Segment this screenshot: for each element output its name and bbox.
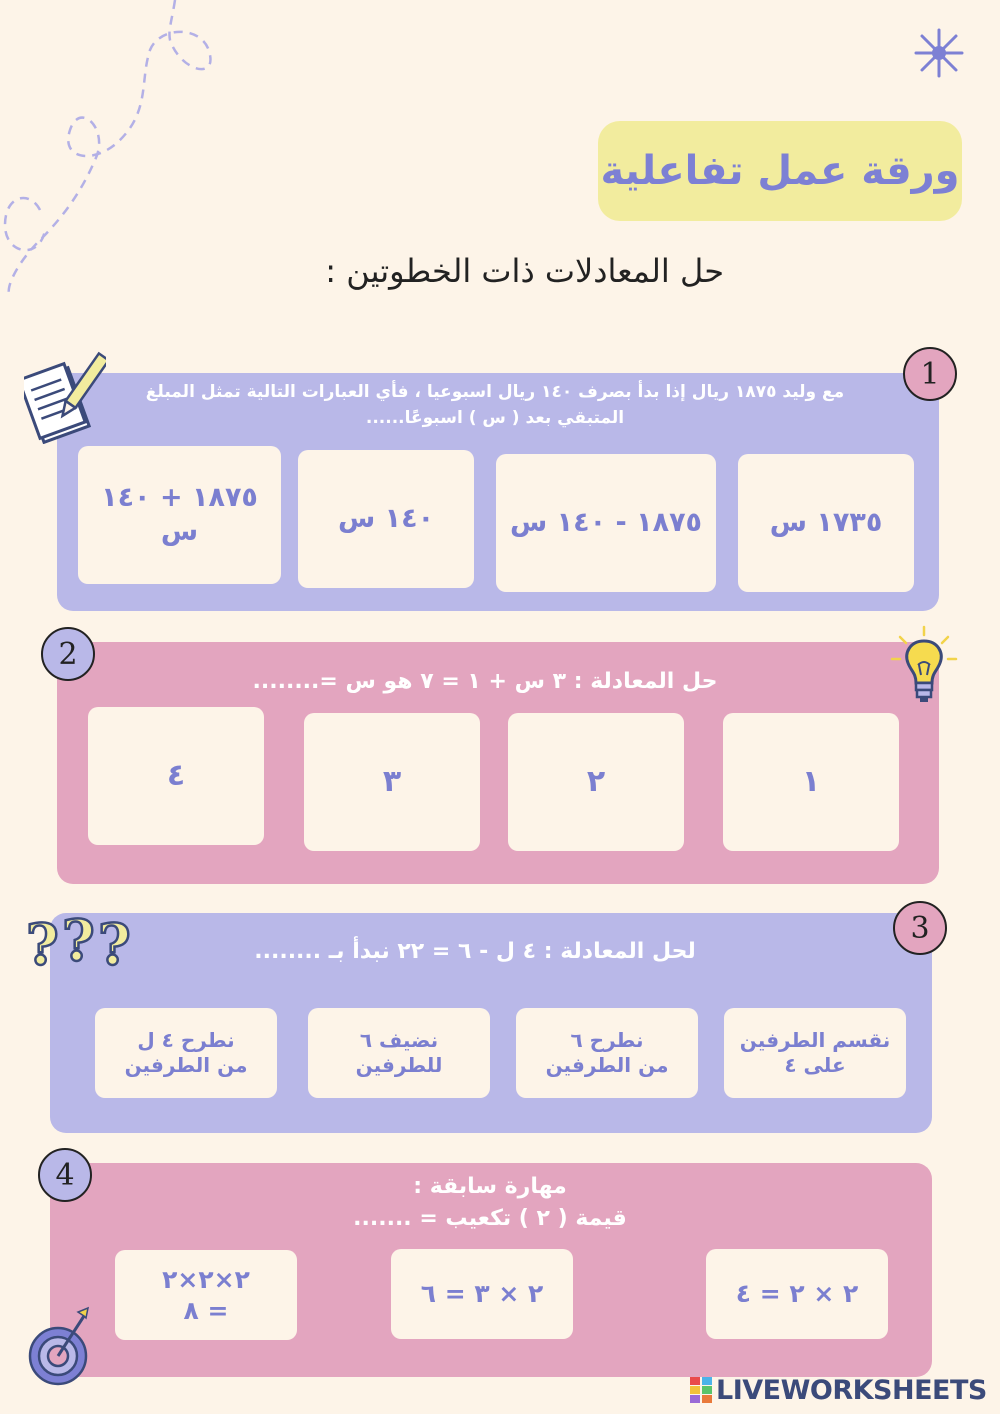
- q2-option-4[interactable]: ٤: [88, 707, 264, 845]
- q4-option-3-line1: ٢×٢×٢: [162, 1264, 250, 1294]
- q2-option-2[interactable]: ٢: [508, 713, 684, 851]
- question-4-text-line2: قيمة ( ٢ ) تكعيب = .......: [353, 1206, 627, 1231]
- q3-option-1-line1: نقسم الطرفين: [739, 1028, 891, 1052]
- q4-option-3-line2: = ٨: [183, 1296, 229, 1325]
- svg-text:?: ?: [98, 912, 131, 972]
- q3-option-2-line2: من الطرفين: [545, 1053, 669, 1077]
- brand-logo: [690, 1374, 990, 1406]
- q3-option-4-line2: من الطرفين: [124, 1053, 248, 1077]
- question-4-text-line1: مهارة سابقة :: [413, 1174, 567, 1199]
- liveworksheets-logo-icon: [690, 1377, 712, 1403]
- q3-option-1[interactable]: [724, 1008, 906, 1098]
- svg-text:?: ?: [26, 912, 59, 972]
- question-2-text: حل المعادلة : ٣ س + ١ = ٧ هو س =........: [252, 669, 718, 694]
- question-3-text: لحل المعادلة : ٤ ل - ٦ = ٢٢ نبدأ بـ ........: [254, 939, 696, 964]
- q4-option-1-line1: ٢ × ٢ = ٤: [735, 1279, 859, 1309]
- question-1-text-line1: مع وليد ١٨٧٥ ريال إذا بدأ بصرف ١٤٠ ريال اسبوعيا ، فأي العبارات التالية تمثل المبلغ: [145, 382, 845, 402]
- title-banner: [598, 121, 962, 221]
- question-3-number-badge: 3: [893, 901, 947, 955]
- page-title: ورقة عمل تفاعلية: [600, 148, 960, 194]
- q3-option-3-line1: نضيف ٦: [359, 1028, 439, 1052]
- brand-text: LIVEWORKSHEETS: [716, 1374, 987, 1406]
- dashed-squiggle-decoration: [0, 0, 230, 300]
- question-2-number-badge: 2: [41, 627, 95, 681]
- q4-option-3[interactable]: [115, 1250, 297, 1340]
- q4-option-1[interactable]: [706, 1249, 888, 1339]
- q4-option-2[interactable]: [391, 1249, 573, 1339]
- q3-option-4[interactable]: [95, 1008, 277, 1098]
- question-1-text-line2: المتبقي بعد ( س ) اسبوعًا......: [365, 408, 625, 428]
- q4-option-2-line1: ٢ × ٣ = ٦: [420, 1279, 544, 1309]
- q3-option-2-line1: نطرح ٦: [570, 1028, 644, 1052]
- question-4-number-badge: 4: [38, 1148, 92, 1202]
- notepad-pencil-icon: [24, 348, 106, 444]
- q2-option-3[interactable]: ٣: [304, 713, 480, 851]
- q2-option-1[interactable]: ١: [723, 713, 899, 851]
- q3-option-3-line2: للطرفين: [355, 1053, 443, 1077]
- q3-option-2[interactable]: [516, 1008, 698, 1098]
- question-1-number-badge: 1: [903, 347, 957, 401]
- q3-option-4-line1: نطرح ٤ ل: [137, 1028, 235, 1052]
- svg-text:?: ?: [62, 908, 95, 972]
- q3-option-3[interactable]: [308, 1008, 490, 1098]
- q1-option-4[interactable]: ١٨٧٥ + ١٤٠ س: [78, 446, 281, 584]
- page-subtitle: حل المعادلات ذات الخطوتين :: [325, 252, 724, 290]
- target-icon: [26, 1306, 96, 1386]
- question-marks-icon: [24, 906, 136, 972]
- lightbulb-icon: [888, 625, 960, 705]
- q3-option-1-line2: على ٤: [784, 1053, 846, 1077]
- q1-option-2[interactable]: ١٨٧٥ - ١٤٠ س: [496, 454, 716, 592]
- q1-option-3[interactable]: ١٤٠ س: [298, 450, 474, 588]
- flower-icon: [912, 26, 966, 80]
- q1-option-1[interactable]: ١٧٣٥ س: [738, 454, 914, 592]
